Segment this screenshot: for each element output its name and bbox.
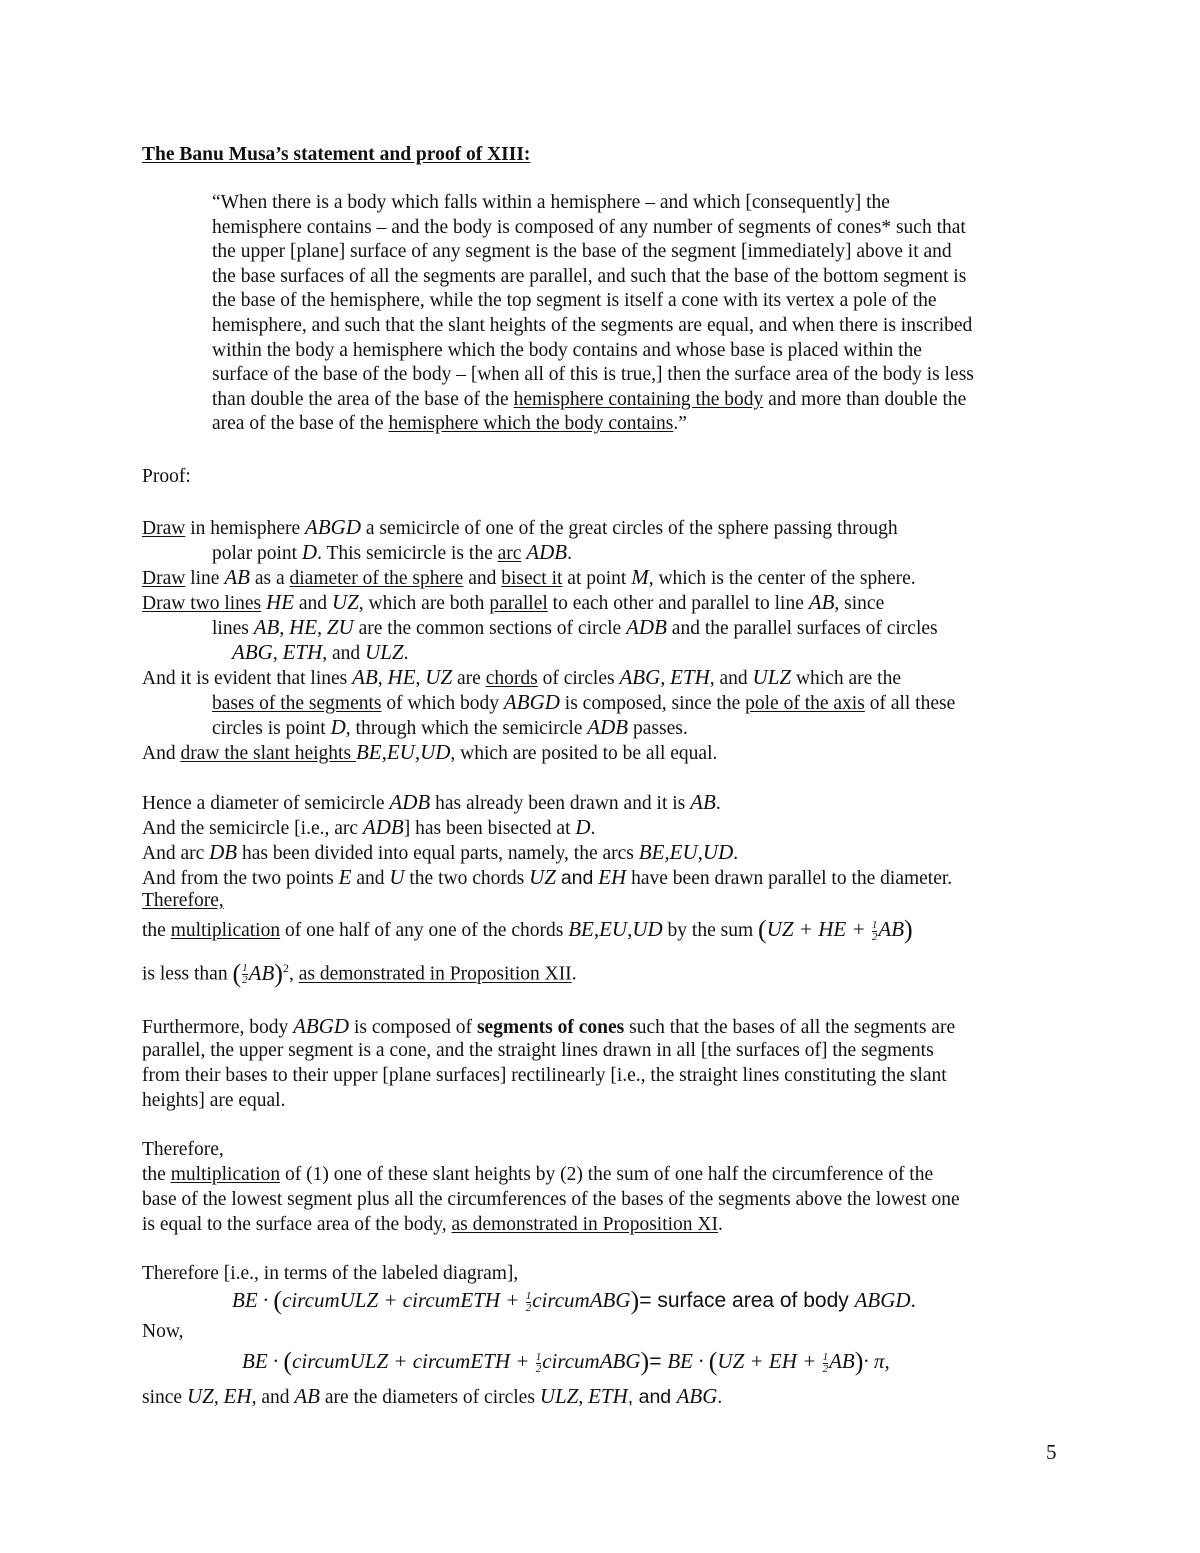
proof-line: Therefore,: [142, 890, 224, 911]
proof-line: since UZ, EH, and AB are the diameters of circles ULZ, ETH, and ABG.: [142, 1384, 723, 1408]
proof-line: And arc DB has been divided into equal parts, namely, the arcs BE,EU,UD.: [142, 840, 739, 864]
proof-line: the multiplication of one half of any one of the chords BE,EU,UD by the sum (UZ + HE + $\frac{1}{2}$ AB): [142, 915, 913, 944]
proof-line: is less than ( $\frac{1}{2}$ AB)$^2$, as demonstrated in Proposition XII.: [142, 958, 577, 988]
proof-line: is equal to the surface area of the body, as demonstrated in Proposition XI.: [142, 1214, 723, 1235]
proof-line: Hence a diameter of semicircle ADB has already been drawn and it is AB.: [142, 790, 721, 814]
proof-line: lines AB, HE, ZU are the common sections of circle ADB and the parallel surfaces of circles: [212, 615, 938, 639]
proof-label: Proof:: [142, 466, 191, 487]
fraction-one-half: $\frac{1}{2}$: [871, 918, 878, 943]
quote-line: the upper [plane] surface of any segment is the base of the segment [immediately] above it and: [212, 241, 952, 263]
proof-line: from their bases to their upper [plane surfaces] rectilinearly [i.e., the straight lines constituting the slant: [142, 1065, 947, 1086]
fraction-one-half: $\frac{1}{2}$: [822, 1350, 829, 1375]
quote-line: surface of the base of the body – [when all of this is true,] then the surface area of the body is less: [212, 364, 974, 386]
quote-line: the base of the hemisphere, while the top segment is itself a cone with its vertex a pole of the: [212, 290, 937, 312]
quote-line: within the body a hemisphere which the body contains and whose base is placed within the: [212, 339, 922, 361]
quote-line: the base surfaces of all the segments are parallel, and such that the base of the bottom segment is: [212, 265, 967, 287]
equation-circumferences: BE · (circumULZ + circumETH + $\frac{1}{2}$ circumABG)= BE · (UZ + EH + $\frac{1}{2}$ AB)· π,: [242, 1347, 890, 1376]
proof-line: And from the two points E and U the two chords UZ and EH have been drawn parallel to the diameter.: [142, 865, 953, 889]
proof-line: ABG, ETH, and ULZ.: [232, 640, 409, 664]
proof-line: And draw the slant heights BE,EU,UD, which are posited to be all equal.: [142, 740, 718, 764]
proof-line: circles is point D, through which the semicircle ADB passes.: [212, 715, 688, 739]
proof-line: heights] are equal.: [142, 1090, 286, 1111]
fraction-one-half: $\frac{1}{2}$: [242, 962, 248, 987]
fraction-one-half: $\frac{1}{2}$: [535, 1350, 542, 1375]
quote-line: hemisphere contains – and the body is composed of any number of segments of cones* such that: [212, 216, 966, 238]
quote-line: hemisphere, and such that the slant heights of the segments are equal, and when there is inscribed: [212, 314, 973, 336]
proof-line: And it is evident that lines AB, HE, UZ are chords of circles ABG, ETH, and ULZ which are the: [142, 665, 901, 689]
proof-line: Draw in hemisphere ABGD a semicircle of one of the great circles of the sphere passing through: [142, 515, 898, 539]
proof-line: base of the lowest segment plus all the circumferences of the bases of the segments above the lowest one: [142, 1189, 960, 1210]
proof-line: parallel, the upper segment is a cone, and the straight lines drawn in all [the surfaces of] the segments: [142, 1040, 934, 1061]
proof-line: polar point D. This semicircle is the arc ADB.: [212, 540, 572, 564]
equation-surface-area: BE · (circumULZ + circumETH + $\frac{1}{2}$ circumABG)= surface area of body ABGD.: [232, 1286, 916, 1315]
proof-line: bases of the segments of which body ABGD is composed, since the pole of the axis of all these: [212, 690, 956, 714]
proof-line: Therefore [i.e., in terms of the labeled diagram],: [142, 1263, 519, 1284]
quote-line: than double the area of the base of the hemisphere containing the body and more than double the: [212, 388, 967, 410]
proof-line: Therefore,: [142, 1139, 224, 1160]
page-title: The Banu Musa’s statement and proof of XIII:: [142, 144, 531, 165]
page-number: 5: [1046, 1440, 1057, 1464]
proof-line: Furthermore, body ABGD is composed of segments of cones such that the bases of all the segments are: [142, 1014, 956, 1038]
proof-line: Draw two lines HE and UZ, which are both parallel to each other and parallel to line AB, since: [142, 590, 885, 614]
proof-line: And the semicircle [i.e., arc ADB] has been bisected at D.: [142, 815, 596, 839]
proof-line: the multiplication of (1) one of these slant heights by (2) the sum of one half the circumference of the: [142, 1164, 934, 1185]
proposition-quote: [212, 191, 1062, 437]
proof-line: Now,: [142, 1321, 184, 1342]
quote-line: “When there is a body which falls within a hemisphere – and which [consequently] the: [212, 192, 890, 213]
fraction-one-half: $\frac{1}{2}$: [525, 1289, 532, 1314]
quote-line: area of the base of the hemisphere which the body contains.”: [212, 413, 687, 435]
proof-line: Draw line AB as a diameter of the sphere and bisect it at point M, which is the center of the sphere.: [142, 565, 916, 589]
